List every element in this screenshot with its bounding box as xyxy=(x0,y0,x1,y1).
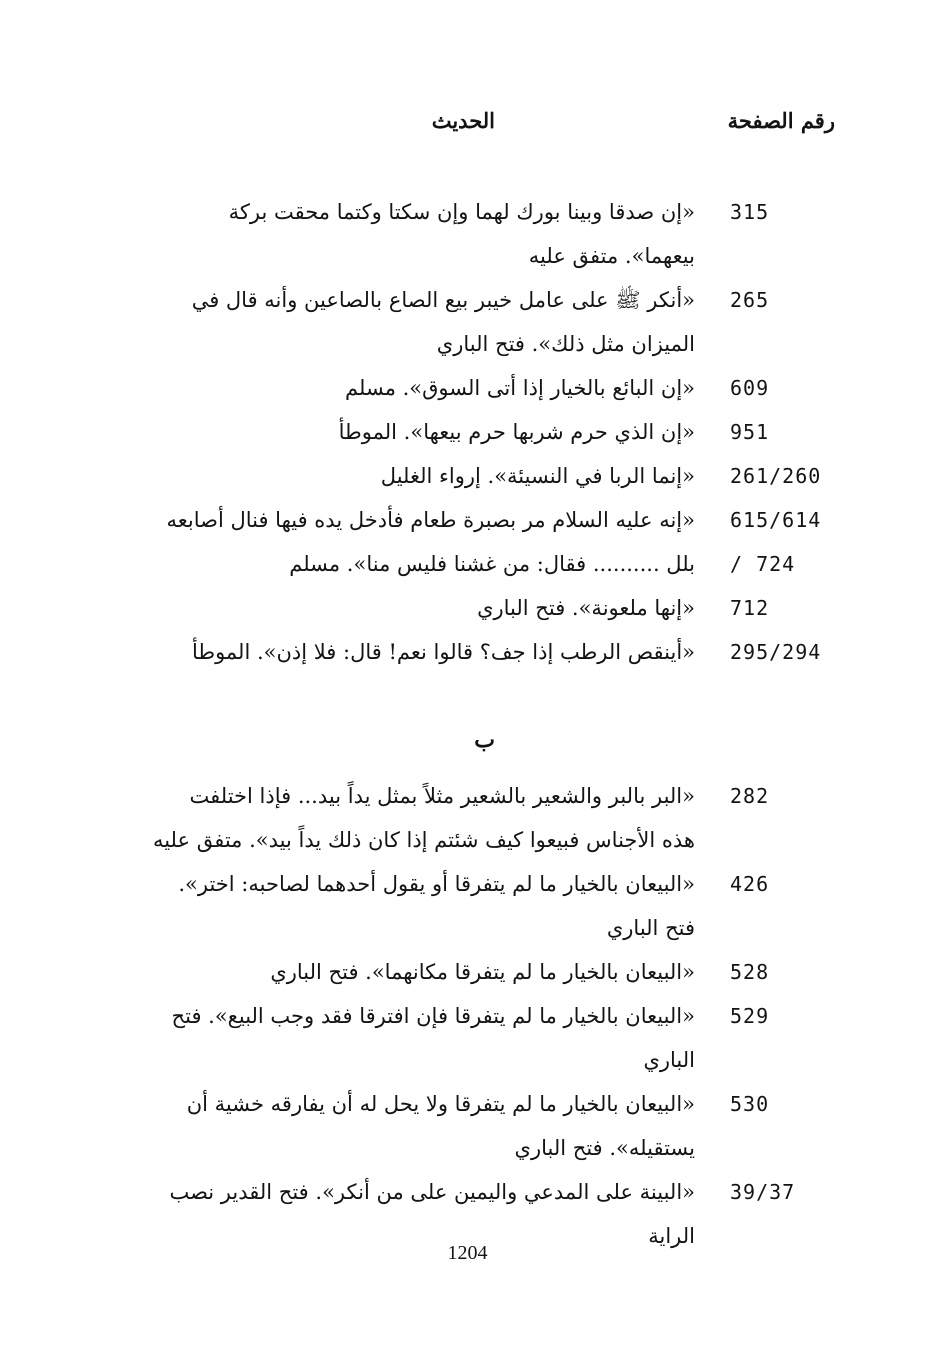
index-entry xyxy=(105,366,835,410)
hadith-text xyxy=(110,498,695,542)
hadith-text xyxy=(110,994,695,1082)
page-reference: 282 xyxy=(730,784,770,808)
hadith-text-line: «البينة على المدعي واليمين على من أنكر». فتح القدير نصب xyxy=(169,1180,695,1204)
hadith-text-line: هذه الأجناس فبيعوا كيف شئتم إذا كان ذلك يداً بيد». متفق عليه xyxy=(152,828,695,852)
hadith-text-line: «البيعان بالخيار ما لم يتفرقا أو يقول أحدهما لصاحبه: اختر». xyxy=(178,872,695,896)
page-footer-number: 1204 xyxy=(447,1242,488,1264)
hadith-column-heading: الحديث xyxy=(431,108,495,133)
hadith-text xyxy=(110,366,695,410)
index-entry xyxy=(105,774,835,862)
hadith-text xyxy=(110,454,695,498)
index-header xyxy=(100,108,835,148)
page-reference: 315 xyxy=(730,200,770,224)
page-reference: 951 xyxy=(730,420,770,444)
hadith-text-line: «إنها ملعونة». فتح الباري xyxy=(477,596,695,620)
index-entry xyxy=(105,862,835,950)
hadith-text-line: «إن البائع بالخيار إذا أتى السوق». مسلم xyxy=(345,376,695,400)
hadith-text xyxy=(110,190,695,278)
hadith-text-line: «إن الذي حرم شربها حرم بيعها». الموطأ xyxy=(338,420,695,444)
hadith-text-line: الميزان مثل ذلك». فتح الباري xyxy=(436,332,695,356)
hadith-text-line: «أينقص الرطب إذا جف؟ قالوا نعم! قال: فلا إذن». الموطأ xyxy=(191,640,695,664)
page-reference: 528 xyxy=(730,960,770,984)
index-entries xyxy=(105,190,835,1258)
index-entry xyxy=(105,994,835,1082)
hadith-text-line: «أنكر ﷺ على عامل خيبر بيع الصاع بالصاعين وأنه قال في xyxy=(191,288,695,312)
hadith-text-line: «البيعان بالخيار ما لم يتفرقا مكانهما». فتح الباري xyxy=(270,960,695,984)
hadith-text-line: «إنه عليه السلام مر بصبرة طعام فأدخل يده فيها فنال أصابعه xyxy=(166,508,695,532)
entry-group-b xyxy=(105,774,835,1258)
page-number-column-heading: رقم الصفحة xyxy=(727,108,835,133)
hadith-text-line: «البر بالبر والشعير بالشعير مثلاً بمثل يداً بيد... فإذا اختلفت xyxy=(189,784,695,808)
page-reference: 295/294 xyxy=(730,640,822,664)
hadith-text xyxy=(110,950,695,994)
section-divider xyxy=(105,682,835,766)
page-reference: 426 xyxy=(730,872,770,896)
hadith-text-line: بيعهما». متفق عليه xyxy=(528,244,695,268)
hadith-text-line: الباري xyxy=(643,1048,695,1072)
page-reference: 39/37 xyxy=(730,1180,796,1204)
index-entry xyxy=(105,1082,835,1170)
hadith-text xyxy=(110,542,695,586)
hadith-text-line: يستقيله». فتح الباري xyxy=(514,1136,695,1160)
hadith-text xyxy=(110,410,695,454)
hadith-text-line: الراية xyxy=(648,1224,695,1248)
hadith-text xyxy=(110,862,695,950)
index-entry xyxy=(105,630,835,674)
index-entry xyxy=(105,454,835,498)
hadith-text xyxy=(110,630,695,674)
index-entry xyxy=(105,410,835,454)
index-entry xyxy=(105,190,835,278)
hadith-text-line: فتح الباري xyxy=(606,916,695,940)
index-entry xyxy=(105,498,835,542)
index-entry xyxy=(105,542,835,586)
page-reference: 529 xyxy=(730,1004,770,1028)
hadith-text xyxy=(110,586,695,630)
page-reference: 712 xyxy=(730,596,770,620)
hadith-text xyxy=(110,278,695,366)
hadith-text-line: «إنما الربا في النسيئة». إرواء الغليل xyxy=(380,464,695,488)
hadith-text-line: «البيعان بالخيار ما لم يتفرقا فإن افترقا فقد وجب البيع». فتح xyxy=(171,1004,695,1028)
hadith-text-line: «البيعان بالخيار ما لم يتفرقا ولا يحل له أن يفارقه خشية أن xyxy=(186,1092,695,1116)
hadith-text xyxy=(110,774,695,862)
index-entry xyxy=(105,950,835,994)
page-reference: 609 xyxy=(730,376,770,400)
page-reference: 265 xyxy=(730,288,770,312)
entry-group-a xyxy=(105,190,835,674)
page-reference: / 724 xyxy=(730,552,796,576)
page-reference: 530 xyxy=(730,1092,770,1116)
page-reference: 615/614 xyxy=(730,508,822,532)
section-letter: ب xyxy=(474,727,495,753)
page-reference: 261/260 xyxy=(730,464,822,488)
hadith-text-line: «إن صدقا وبينا بورك لهما وإن سكتا وكتما محقت بركة xyxy=(228,200,695,224)
index-entry xyxy=(105,278,835,366)
hadith-text xyxy=(110,1082,695,1170)
index-entry xyxy=(105,586,835,630)
hadith-text-line: بلل .......... فقال: من غشنا فليس منا». مسلم xyxy=(289,552,695,576)
